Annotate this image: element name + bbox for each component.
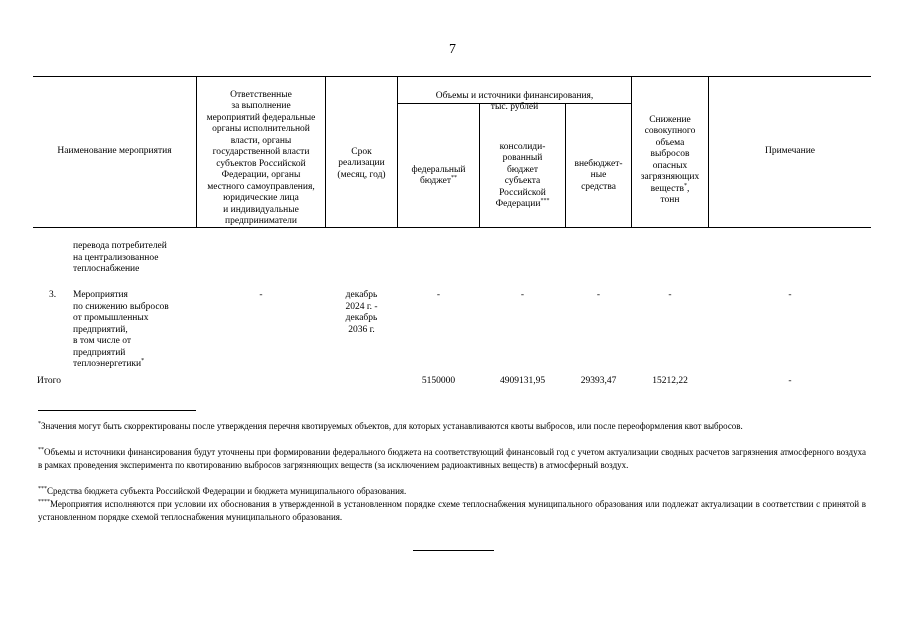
header-extrabudget: внебюджет- ные средства (574, 158, 623, 192)
header-finance-group: Объемы и источники финансирования, тыс. рублей (435, 90, 594, 112)
row3-responsible: - (259, 290, 263, 300)
table-top-rule (33, 76, 871, 77)
end-rule (413, 550, 494, 551)
continuation-text: перевода потребителей на централизованное теплоснабжение (73, 241, 167, 274)
row3-consolidated: - (520, 290, 525, 300)
footnote-4: ****Мероприятия исполняются при условии их обоснования в утвержденной в установленном порядке схеме теплоснабжения муниципального образования или подлежат актуализации в соответствии с принятой в установленном порядке схемой теплоснабжения муниципального образования. (38, 499, 866, 522)
footnote-3: ***Средства бюджета субъекта Российской Федерации и бюджета муниципального образования. (38, 486, 407, 496)
header-term: Срок реализации (месяц, год) (337, 146, 386, 180)
total-reduction: 15212,22 (652, 376, 688, 386)
total-label: Итого (37, 376, 62, 386)
footnote-1: *Значения могут быть скорректированы после утверждения перечня квотируемых объектов, для которых устанавливаются квоты выбросов, или после переоформления квот выбросов. (38, 421, 743, 431)
row3-term: декабрь 2024 г. - декабрь 2036 г. (345, 290, 378, 335)
total-note: - (788, 376, 792, 386)
header-note: Примечание (764, 146, 816, 156)
total-extrabudget: 29393,47 (580, 376, 617, 386)
page-number: 7 (449, 42, 456, 57)
row3-num: 3. (49, 290, 57, 300)
row3-name: Мероприятия по снижению выбросов от промышленных предприятий, в том числе от предприятий теплоэнергетики* (73, 290, 169, 369)
row3-reduction: - (668, 290, 672, 300)
row3-extrabudget: - (596, 290, 601, 300)
total-consolidated: 4909131,95 (499, 376, 546, 386)
footnote-2: **Объемы и источники финансирования будут уточнены при формировании федерального бюджета на соответствующий финансовый год с учетом актуализации сводных расчетов загрязнения атмосферного воздуха в рамках проведения эксперимента по квотированию выбросов загрязняющих веществ (за исключением радиоактивных веществ) в атмосферный воздух. (38, 447, 866, 470)
header-name: Наименование мероприятия (57, 146, 172, 156)
header-bottom-rule (33, 227, 871, 228)
total-federal: 5150000 (421, 376, 456, 386)
header-federal: федеральный бюджет** (411, 164, 466, 186)
row3-federal: - (436, 290, 441, 300)
footnote-separator (38, 410, 196, 411)
row3-note: - (788, 290, 792, 300)
header-responsible: Ответственные за выполнение мероприятий федеральные органы исполнительной власти, органы государственной власти субъектов Российской Федерации, органы местного самоуправления, юридические лица и индивидуальные предприниматели (206, 89, 316, 226)
header-reduction: Снижение совокупного объема выбросов опасных загрязняющих веществ*, тонн (640, 114, 700, 205)
header-consolidated: консолиди- рованный бюджет субъекта Российской Федерации*** (495, 141, 550, 209)
